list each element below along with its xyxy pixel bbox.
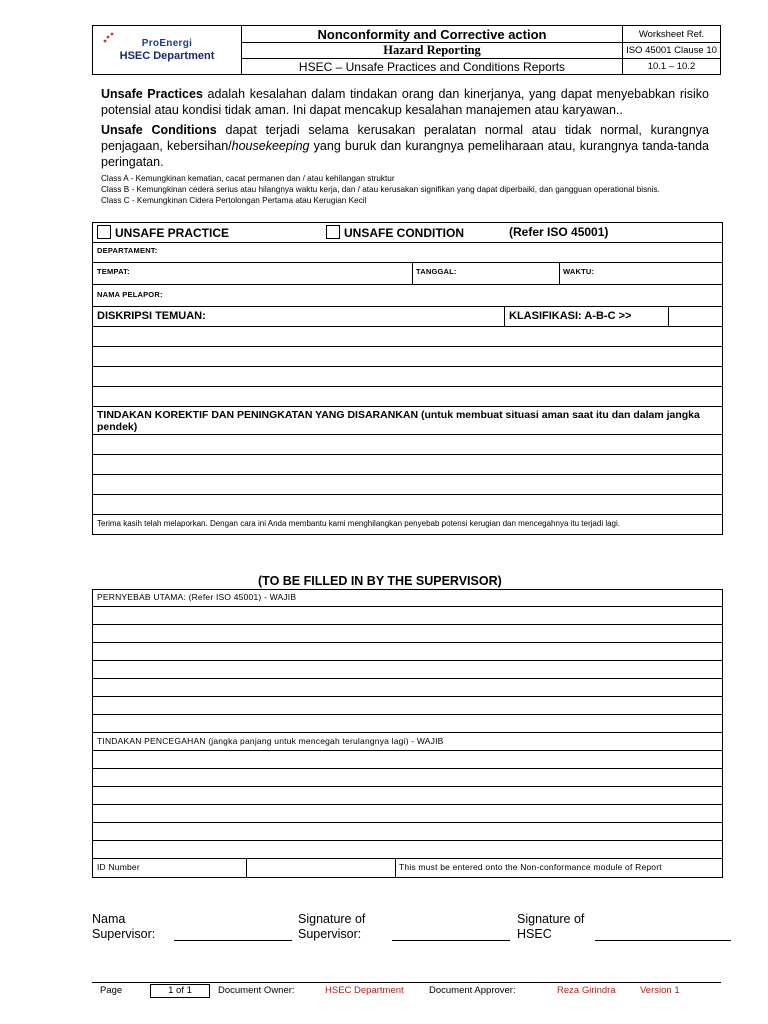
tindakan-header-row (93, 407, 722, 435)
unsafe-condition-label: UNSAFE CONDITION (344, 226, 464, 240)
logo-cell (93, 26, 242, 75)
tanggal-label: TANGGAL: (416, 267, 457, 276)
company-logo (93, 38, 241, 49)
penyebab-line[interactable] (93, 643, 722, 661)
unsafe-practice-checkbox[interactable] (97, 225, 111, 239)
worksheet-ref-label: Worksheet Ref. (623, 26, 721, 43)
class-b: Class B - Kemungkinan cedera serius atau hilangnya waktu kerja, dan / atau kerusakan signifikan yang dapat diperbaiki, dan gangguan operational bisnis. (101, 185, 660, 194)
version-label: Version 1 (640, 985, 680, 996)
signature-supervisor-label (298, 912, 365, 942)
signature-hsec-label (517, 912, 584, 942)
sig-hsec-line-2: HSEC (517, 927, 552, 941)
signature-supervisor-field[interactable] (392, 940, 510, 941)
unsafe-practice-label: UNSAFE PRACTICE (115, 226, 230, 240)
pencegahan-line[interactable] (93, 823, 722, 841)
housekeeping-text: housekeeping (231, 139, 310, 153)
diskripsi-label: DISKRIPSI TEMUAN: (97, 310, 206, 322)
pencegahan-line[interactable] (93, 841, 722, 859)
tempat-label: TEMPAT: (97, 267, 130, 276)
sig-sup-line-2: Supervisor: (298, 927, 362, 941)
thanks-row (93, 515, 722, 534)
refer-iso-label: (Refer ISO 45001) (509, 225, 609, 239)
tindakan-line[interactable] (93, 495, 722, 515)
owner-label: Document Owner: (218, 985, 295, 996)
departament-label: DEPARTAMENT: (97, 246, 158, 255)
departament-row[interactable] (93, 243, 722, 263)
sig-sup-line-1: Signature of (298, 912, 366, 926)
tindakan-label (97, 409, 707, 433)
logo-rays-icon (101, 32, 135, 44)
unsafe-practices-paragraph (101, 86, 709, 118)
diskripsi-line[interactable] (93, 347, 722, 367)
unsafe-practices-term: Unsafe Practices (101, 87, 203, 101)
penyebab-line[interactable] (93, 679, 722, 697)
divider (395, 859, 396, 877)
hazard-report-form (92, 222, 723, 535)
pencegahan-label: TINDAKAN PENCEGAHAN (jangka panjang untuk mencegah terulangnya lagi) - WAJIB (97, 736, 444, 746)
page-label: Page (100, 985, 123, 996)
divider (504, 307, 505, 326)
approver-label: Document Approver: (429, 985, 516, 996)
nama-supervisor-label (92, 912, 155, 942)
nama-pelapor-label: NAMA PELAPOR: (97, 290, 163, 299)
thanks-note: Terima kasih telah melaporkan. Dengan cara ini Anda membantu kami menghilangkan penyebab potensi kerugian dan mencegahnya itu terjadi lagi. (97, 519, 620, 528)
penyebab-row (93, 590, 722, 607)
tindakan-line[interactable] (93, 475, 722, 495)
unsafe-conditions-text-b: yang buruk dan kurangnya pemeliharaan atau, kurangnya tanda-tanda peringatan. (101, 139, 710, 169)
unsafe-practices-text: adalah kesalahan dalam tindakan orang dan kinerjanya, yang dapat menyebabkan risiko potensial atau kondisi tidak aman. Ini dapat mencakup kesalahan manajemen atau karyawan.. (101, 87, 709, 117)
diskripsi-line[interactable] (93, 367, 722, 387)
penyebab-line[interactable] (93, 661, 722, 679)
nc-module-note: This must be entered onto the Non-conformance module of Report (399, 862, 662, 872)
tindakan-line[interactable] (93, 435, 722, 455)
approver-value: Reza Girindra (557, 985, 616, 996)
penyebab-line[interactable] (93, 697, 722, 715)
waktu-label: WAKTU: (563, 267, 595, 276)
class-list (101, 173, 701, 206)
page-number: 1 of 1 (150, 984, 210, 998)
worksheet-ref-clause: 10.1 – 10.2 (623, 59, 721, 75)
title-hsec-reports: HSEC – Unsafe Practices and Conditions Reports (242, 59, 623, 75)
penyebab-line[interactable] (93, 625, 722, 643)
divider (559, 263, 560, 284)
nama-line-2: Supervisor: (92, 927, 156, 941)
unsafe-practice-option (97, 225, 229, 240)
divider (412, 263, 413, 284)
id-number-field[interactable] (247, 859, 395, 876)
diskripsi-line[interactable] (93, 327, 722, 347)
penyebab-line[interactable] (93, 607, 722, 625)
pencegahan-line[interactable] (93, 769, 722, 787)
pencegahan-line[interactable] (93, 787, 722, 805)
klasifikasi-label: KLASIFIKASI: A-B-C >> (509, 310, 632, 322)
tindakan-bold: TINDAKAN KOREKTIF DAN PENINGKATAN YANG DISARANKAN (97, 409, 419, 421)
nama-line-1: Nama (92, 912, 126, 926)
penyebab-label: PERNYEBAB UTAMA: (Refer ISO 45001) - WAJIB (97, 592, 297, 602)
worksheet-ref-standard: ISO 45001 Clause 10 (623, 43, 721, 59)
logo-department: HSEC Department (119, 50, 215, 62)
supervisor-form (92, 589, 723, 878)
title-nonconformity: Nonconformity and Corrective action (242, 26, 623, 43)
pencegahan-line[interactable] (93, 751, 722, 769)
place-date-time-row (93, 263, 722, 285)
tindakan-rest: (untuk membuat situasi aman saat itu dan dalam jangka pendek) (97, 409, 700, 433)
owner-value: HSEC Department (325, 985, 404, 996)
logo-name: ProEnergi (141, 38, 193, 49)
nama-supervisor-field[interactable] (174, 940, 292, 941)
title-hazard-reporting: Hazard Reporting (242, 43, 623, 59)
id-number-row (93, 859, 722, 877)
pencegahan-line[interactable] (93, 805, 722, 823)
class-a: Class A - Kemungkinan kematian, cacat permanen dan / atau kehilangan struktur (101, 174, 395, 183)
diskripsi-row (93, 307, 722, 327)
unsafe-condition-option (326, 225, 464, 240)
nama-pelapor-row[interactable] (93, 285, 722, 307)
document-footer (92, 983, 721, 998)
sig-hsec-line-1: Signature of (517, 912, 585, 926)
unsafe-conditions-text-a: dapat terjadi selama kerusakan peralatan normal atau tidak normal, kurangnya penjagaan, kebersihan/ (101, 123, 709, 153)
tindakan-line[interactable] (93, 455, 722, 475)
unsafe-conditions-paragraph (101, 122, 709, 170)
report-type-row (93, 223, 722, 243)
penyebab-line[interactable] (93, 715, 722, 733)
unsafe-condition-checkbox[interactable] (326, 225, 340, 239)
class-c: Class C - Kemungkinan Cidera Pertolongan Pertama atau Kerugian Kecil (101, 196, 367, 205)
supervisor-section-title: (TO BE FILLED IN BY THE SUPERVISOR) (258, 574, 502, 588)
signature-hsec-field[interactable] (595, 940, 731, 941)
unsafe-conditions-term: Unsafe Conditions (101, 123, 217, 137)
document-header (92, 25, 721, 75)
diskripsi-line[interactable] (93, 387, 722, 407)
divider (668, 307, 669, 326)
id-number-label: ID Number (97, 862, 140, 872)
pencegahan-row (93, 733, 722, 751)
